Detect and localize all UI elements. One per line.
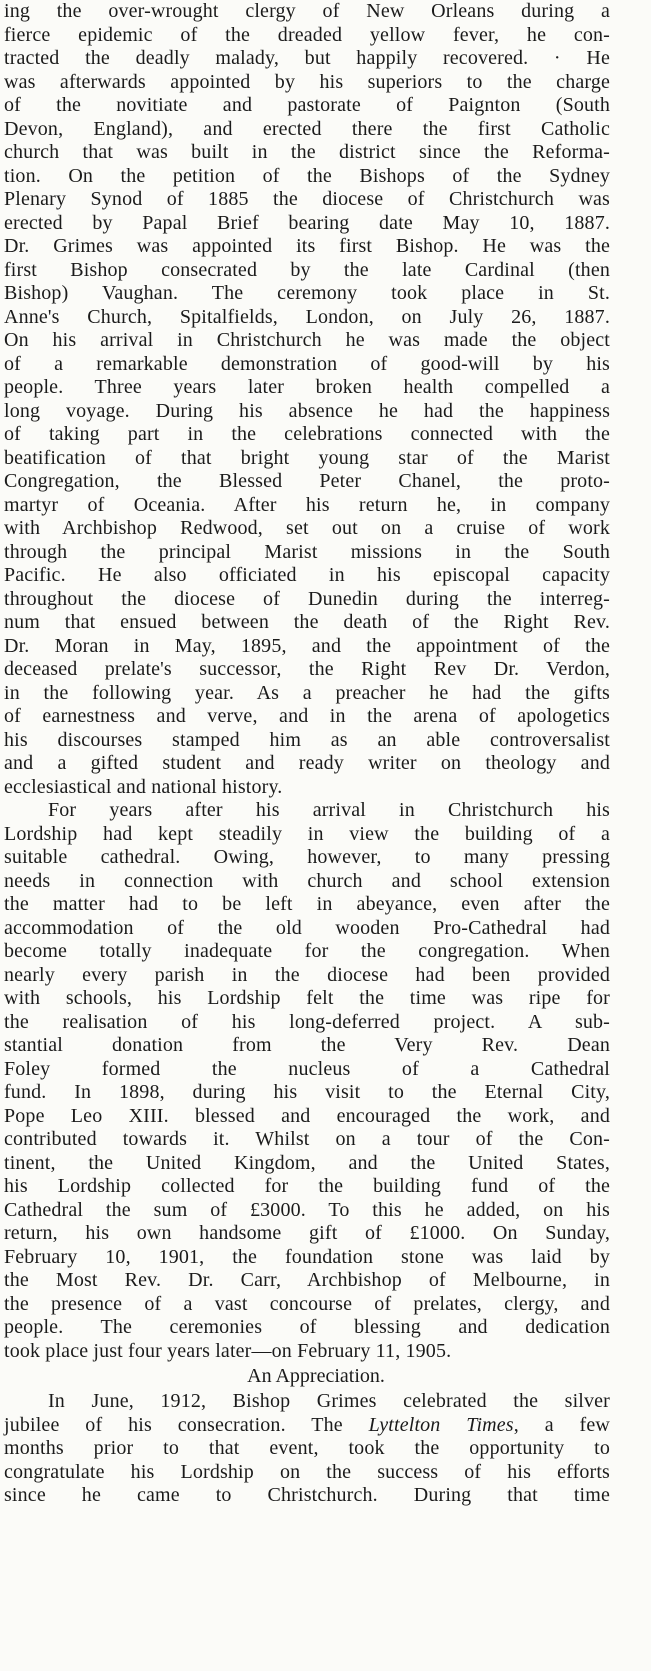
section-heading: An Appreciation. xyxy=(247,1365,385,1387)
paragraph-2-line: suitable cathedral. Owing, however, to many pressing xyxy=(4,846,610,868)
paragraph-2 xyxy=(4,799,610,1363)
paragraph-1-line: of taking part in the celebrations connected with the xyxy=(4,423,610,445)
paragraph-2-line: accommodation of the old wooden Pro-Cathedral had xyxy=(4,916,610,939)
paragraph-3-line-2-tail: , a few xyxy=(513,1413,610,1436)
paragraph-1-line: fierce epidemic of the dreaded yellow fever, he con- xyxy=(4,23,610,46)
paragraph-1-line: erected by Papal Brief bearing date May 10, 1887. xyxy=(4,211,610,234)
paragraph-2-line: tinent, the United Kingdom, and the United States, xyxy=(4,1151,610,1174)
newspaper-title: Lyttelton Times xyxy=(368,1413,514,1436)
paragraph-3-line-3: months prior to that event, took the opportunity to xyxy=(4,1437,610,1459)
paragraph-2-line: Foley formed the nucleus of a Cathedral xyxy=(4,1057,610,1080)
paragraph-2-line: return, his own handsome gift of £1000. On Sunday, xyxy=(4,1222,610,1244)
paragraph-1-line: Bishop) Vaughan. The ceremony took place in St. xyxy=(4,282,610,304)
paragraph-1 xyxy=(4,0,610,799)
paragraph-1-line: Dr. Grimes was appointed its first Bishop. He was the xyxy=(4,235,610,257)
paragraph-1-line: Devon, England), and erected there the first Catholic xyxy=(4,117,610,140)
paragraph-2-line: the Most Rev. Dr. Carr, Archbishop of Melbourne, in xyxy=(4,1269,610,1291)
paragraph-1-line: of the novitiate and pastorate of Paignton (South xyxy=(4,94,610,116)
paragraph-1-line: and a gifted student and ready writer on theology and xyxy=(4,752,610,774)
paragraph-1-line: long voyage. During his absence he had the happiness xyxy=(4,399,610,422)
paragraph-1-line: tracted the deadly malady, but happily recovered. · He xyxy=(4,47,610,69)
paragraph-2-line: people. The ceremonies of blessing and dedication xyxy=(4,1316,610,1338)
paragraph-3-line-2-text: jubilee of his consecration. The xyxy=(4,1413,343,1436)
paragraph-2-line: contributed towards it. Whilst on a tour of the Con- xyxy=(4,1128,610,1150)
paragraph-1-line: church that was built in the district since the Reforma- xyxy=(4,141,610,163)
paragraph-2-line: stantial donation from the Very Rev. Dean xyxy=(4,1034,610,1056)
paragraph-1-line: first Bishop consecrated by the late Cardinal (then xyxy=(4,258,610,281)
paragraph-3-line-4: congratulate his Lordship on the success of his efforts xyxy=(4,1460,610,1483)
paragraph-2-line: fund. In 1898, during his visit to the Eternal City, xyxy=(4,1081,610,1103)
paragraph-1-line: ecclesiastical and national history. xyxy=(4,775,283,798)
paragraph-2-line: become totally inadequate for the congregation. When xyxy=(4,940,610,962)
text-column xyxy=(4,0,610,1508)
paragraph-3 xyxy=(4,1390,610,1508)
paragraph-1-line: On his arrival in Christchurch he was made the object xyxy=(4,329,610,351)
paragraph-1-line: through the principal Marist missions in the South xyxy=(4,540,610,563)
paragraph-1-line: beatification of that bright young star of the Marist xyxy=(4,446,610,469)
paragraph-1-line: Anne's Church, Spitalfields, London, on July 26, 1887. xyxy=(4,305,610,328)
paragraph-1-line: Dr. Moran in May, 1895, and the appointment of the xyxy=(4,634,610,657)
paragraph-1-line: deceased prelate's successor, the Right Rev Dr. Verdon, xyxy=(4,658,610,680)
paragraph-1-line: of earnestness and verve, and in the arena of apologetics xyxy=(4,705,610,727)
paragraph-1-line: with Archbishop Redwood, set out on a cruise of work xyxy=(4,517,610,539)
paragraph-2-line: the presence of a vast concourse of prelates, clergy, and xyxy=(4,1292,610,1315)
paragraph-1-line: Plenary Synod of 1885 the diocese of Christchurch was xyxy=(4,188,610,210)
paragraph-1-line: in the following year. As a preacher he had the gifts xyxy=(4,681,610,704)
paragraph-2-line: the realisation of his long-deferred project. A sub- xyxy=(4,1010,610,1033)
paragraph-3-line-5: since he came to Christchurch. During that time xyxy=(4,1484,610,1506)
paragraph-2-line: Pope Leo XIII. blessed and encouraged the work, and xyxy=(4,1104,610,1127)
paragraph-2-line: Lordship had kept steadily in view the building of a xyxy=(4,822,610,845)
paragraph-1-line: was afterwards appointed by his superiors to the charge xyxy=(4,70,610,93)
paragraph-1-line: num that ensued between the death of the Right Rev. xyxy=(4,611,610,633)
paragraph-1-line: throughout the diocese of Dunedin during the interreg- xyxy=(4,587,610,610)
paragraph-2-line: needs in connection with church and school extension xyxy=(4,869,610,892)
paragraph-2-line: nearly every parish in the diocese had been provided xyxy=(4,963,610,986)
paragraph-2-line: his Lordship collected for the building fund of the xyxy=(4,1175,610,1197)
paragraph-1-line: of a remarkable demonstration of good-will by his xyxy=(4,352,610,375)
paragraph-2-line: For years after his arrival in Christchurch his xyxy=(48,799,610,821)
paragraph-2-line: the matter had to be left in abeyance, even after the xyxy=(4,893,610,915)
paragraph-2-line: February 10, 1901, the foundation stone was laid by xyxy=(4,1245,610,1268)
paragraph-1-line: ing the over-wrought clergy of New Orleans during a xyxy=(4,0,610,22)
paragraph-1-line: Pacific. He also officiated in his episcopal capacity xyxy=(4,564,610,586)
paragraph-1-line: Congregation, the Blessed Peter Chanel, the proto- xyxy=(4,470,610,492)
paragraph-1-line: tion. On the petition of the Bishops of the Sydney xyxy=(4,164,610,187)
paragraph-2-line: Cathedral the sum of £3000. To this he added, on his xyxy=(4,1198,610,1221)
paragraph-2-line: took place just four years later—on February 11, 1905. xyxy=(4,1339,452,1362)
paragraph-2-line: with schools, his Lordship felt the time was ripe for xyxy=(4,987,610,1009)
paragraph-1-line: people. Three years later broken health compelled a xyxy=(4,376,610,398)
paragraph-3-line-2 xyxy=(4,1414,610,1438)
paragraph-3-line-1: In June, 1912, Bishop Grimes celebrated the silver xyxy=(48,1390,610,1412)
paragraph-1-line: martyr of Oceania. After his return he, in company xyxy=(4,493,610,516)
paragraph-1-line: his discourses stamped him as an able controversalist xyxy=(4,728,610,751)
